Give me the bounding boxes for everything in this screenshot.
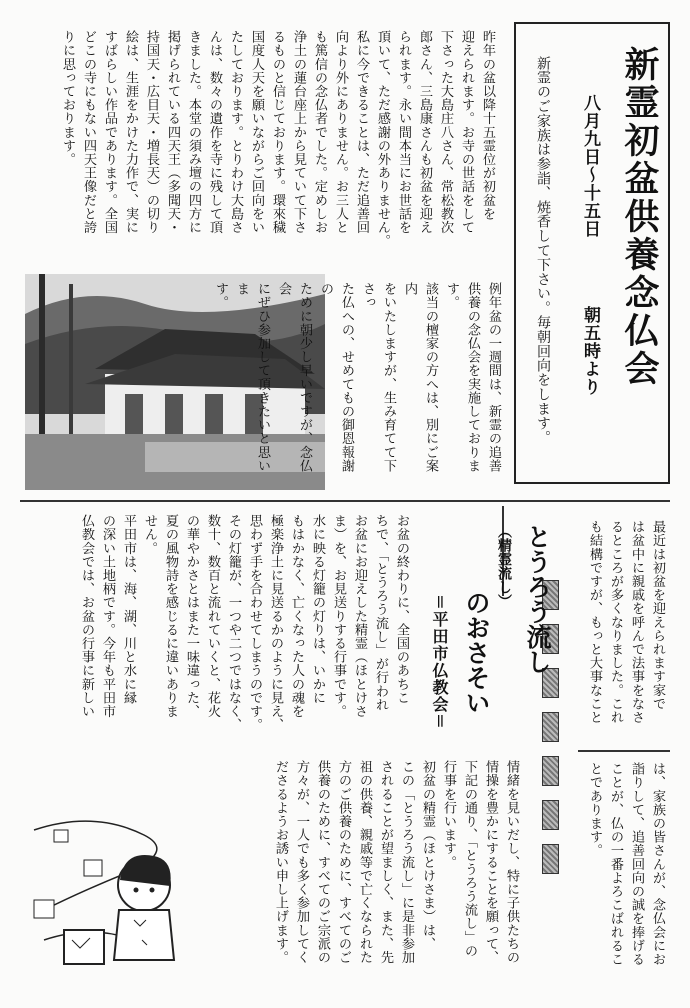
text-line: 供養の念仏会を実施しております。	[444, 282, 480, 473]
text-line: お盆の終わりに、全国のあちこ	[394, 514, 409, 705]
text-line: 祖の供養、親戚等で亡くなられた	[357, 760, 372, 964]
text-line: 掲げられている四天王（多聞天・	[165, 30, 180, 234]
bottom-lower-text	[232, 760, 522, 992]
service-notice: 新霊のご家族は参詣、焼香して下さい。毎朝回向をします。	[535, 56, 551, 445]
text-line: 水に映る灯籠の灯りは、いかに	[310, 514, 325, 705]
bottom-right-lower-body	[584, 762, 668, 992]
text-line: 数十、数百と流れていくと、花火	[205, 514, 220, 718]
toronagashi-heading	[490, 524, 555, 754]
text-line: の深い土地柄です。今年も平田市	[100, 514, 115, 718]
heading-small: （精霊流し）	[496, 524, 512, 608]
bottom-middle-body	[76, 514, 412, 752]
lantern-icon	[542, 756, 559, 786]
text-line: るものと信じております。環來穢	[270, 30, 285, 234]
text-line: 昨年の盆以降十五霊位が初盆を	[480, 30, 495, 221]
text-line: 方々が、一人でも多く参加してく	[294, 760, 309, 964]
text-line: ために朝少し早いですが、念仏会	[276, 282, 312, 473]
text-line: ださるようお誘い申し上げます。	[273, 760, 288, 964]
text-line: 国度人天を願いながらご回向をい	[249, 30, 264, 234]
bottom-right-upper-text	[576, 520, 668, 748]
lantern-float-drawing	[24, 790, 214, 980]
text-line: たしております。とりわけ大島さ	[228, 30, 243, 234]
bottom-middle-text	[46, 514, 412, 752]
text-line: その灯籠が、一つや二つではなく、	[226, 514, 241, 732]
page-title: 新霊初盆供養念仏会	[619, 46, 660, 388]
text-line: 最近は初盆を迎えられます家で	[650, 520, 665, 711]
text-line: 行事を行います。	[441, 760, 456, 869]
text-line: られます。永い間本当にお世話を	[396, 30, 411, 234]
text-line: すばらしい作品であります。全国	[102, 30, 117, 234]
text-line: も結構ですが、もっと大事なこと	[587, 520, 602, 724]
text-line: 向より外にありません。お三人と	[333, 30, 348, 234]
text-line: は盆中に親戚を呼んで法事をなさ	[629, 520, 644, 724]
text-line: 情操を豊かにすることを願って、	[483, 760, 498, 964]
text-line: んは、数々の遺作を寺に残して頂	[207, 30, 222, 234]
lantern-icon	[542, 800, 559, 830]
text-line: とであります。	[587, 762, 602, 858]
text-line: の華やかさとはまた一味違った、	[184, 514, 199, 718]
child-lantern-illustration	[24, 790, 214, 980]
text-line: ま）を、お見送りする行事です。	[331, 514, 346, 718]
text-line: 平田市は、海、湖、川と水に縁	[121, 514, 136, 705]
bottom-right-upper-body	[584, 520, 668, 748]
text-line: た仏への、せめてもの御恩報謝の	[318, 282, 354, 473]
text-line: をいたしますが、生み育てて下さっ	[360, 282, 396, 473]
bottom-lower-body	[270, 760, 522, 992]
text-line: 極楽浄土に見送るかのように見え、	[268, 514, 283, 732]
text-line: 初盆の精霊（ほとけさま）は、	[420, 760, 435, 951]
text-line: どこの寺にもない四天王像だと誇	[81, 30, 96, 234]
text-line: 迎えられます。お寺の世話をして	[459, 30, 474, 234]
text-line: 思わず手を合わせてしまうのです。	[247, 514, 262, 732]
bottom-right-lower-text	[576, 762, 668, 992]
text-line: 夏の風物詩を感じるに違いありま	[163, 514, 178, 718]
top-article-body	[57, 30, 498, 268]
text-line: せん。	[142, 514, 157, 555]
text-line: 該当の檀家の方へは、別にご案内	[402, 282, 438, 473]
service-time: 朝五時より	[580, 306, 600, 396]
text-line: 例年盆の一週間は、新霊の追善	[486, 282, 501, 473]
text-line: す。	[213, 282, 228, 310]
lantern-icon	[542, 844, 559, 874]
text-line: 持国天・広目天・増長天）の切り	[144, 30, 159, 234]
text-line: この「とうろう流し」に是非参加	[399, 760, 414, 964]
text-line: 浄土の蓮台座上から見ていて下さ	[291, 30, 306, 234]
text-line: 供養のために、すべてのご宗派の	[315, 760, 330, 964]
text-line: 情緒を見いだし、特に子供たちの	[504, 760, 519, 964]
text-line: ちで、「とうろう流し」が行われ	[373, 514, 388, 712]
text-line: もはかなく、亡くなった人の魂を	[289, 514, 304, 718]
text-line: は、家族の皆さんが、念仏会にお	[650, 762, 665, 966]
text-line: 詣りして、追善回向の誠を捧げる	[629, 762, 644, 966]
text-line: にぜひ参加して頂きたいと思いま	[234, 282, 270, 473]
text-line: 郎さん、三島康さんも初盆を迎え	[417, 30, 432, 234]
service-date: 八月九日～十五日	[580, 94, 600, 238]
text-line: 私に今できることは、ただ追善回	[354, 30, 369, 234]
text-line: ことが、仏の一番よろこばれるこ	[608, 762, 623, 966]
text-line: も篤信の念仏者でした。定めしお	[312, 30, 327, 234]
top-article-text	[28, 30, 498, 268]
middle-article-body	[210, 282, 504, 482]
section-divider	[20, 500, 670, 502]
heading-line1: とうろう流し	[523, 524, 552, 674]
middle-article-text	[213, 282, 504, 482]
bottom-right-divider	[578, 750, 670, 752]
text-line: されることが望ましく、また、先	[378, 760, 393, 964]
text-line: きました。本堂の須み壇の四方に	[186, 30, 201, 234]
text-line: 方のご供養のために、すべてのご	[336, 760, 351, 964]
text-line: 下さった大島庄八さん、常松教次	[438, 30, 453, 234]
text-line: 仏教会では、お盆の行事に新しい	[79, 514, 94, 718]
text-line: 下記の通り、「とうろう流し」の	[462, 760, 477, 958]
toronagashi-heading-2: のおさそい	[462, 590, 491, 715]
organizer-label: ＝平田市仏教会＝	[430, 594, 449, 730]
text-line: りに思っております。	[60, 30, 75, 166]
text-line: 頂いて、ただ感謝の外ありません。	[375, 30, 390, 248]
text-line: るところが多くなりました。これ	[608, 520, 623, 724]
text-line: お盆にお迎えした精霊（ほとけさ	[352, 514, 367, 718]
text-line: 絵は、生涯をかけた力作で、実に	[123, 30, 138, 234]
